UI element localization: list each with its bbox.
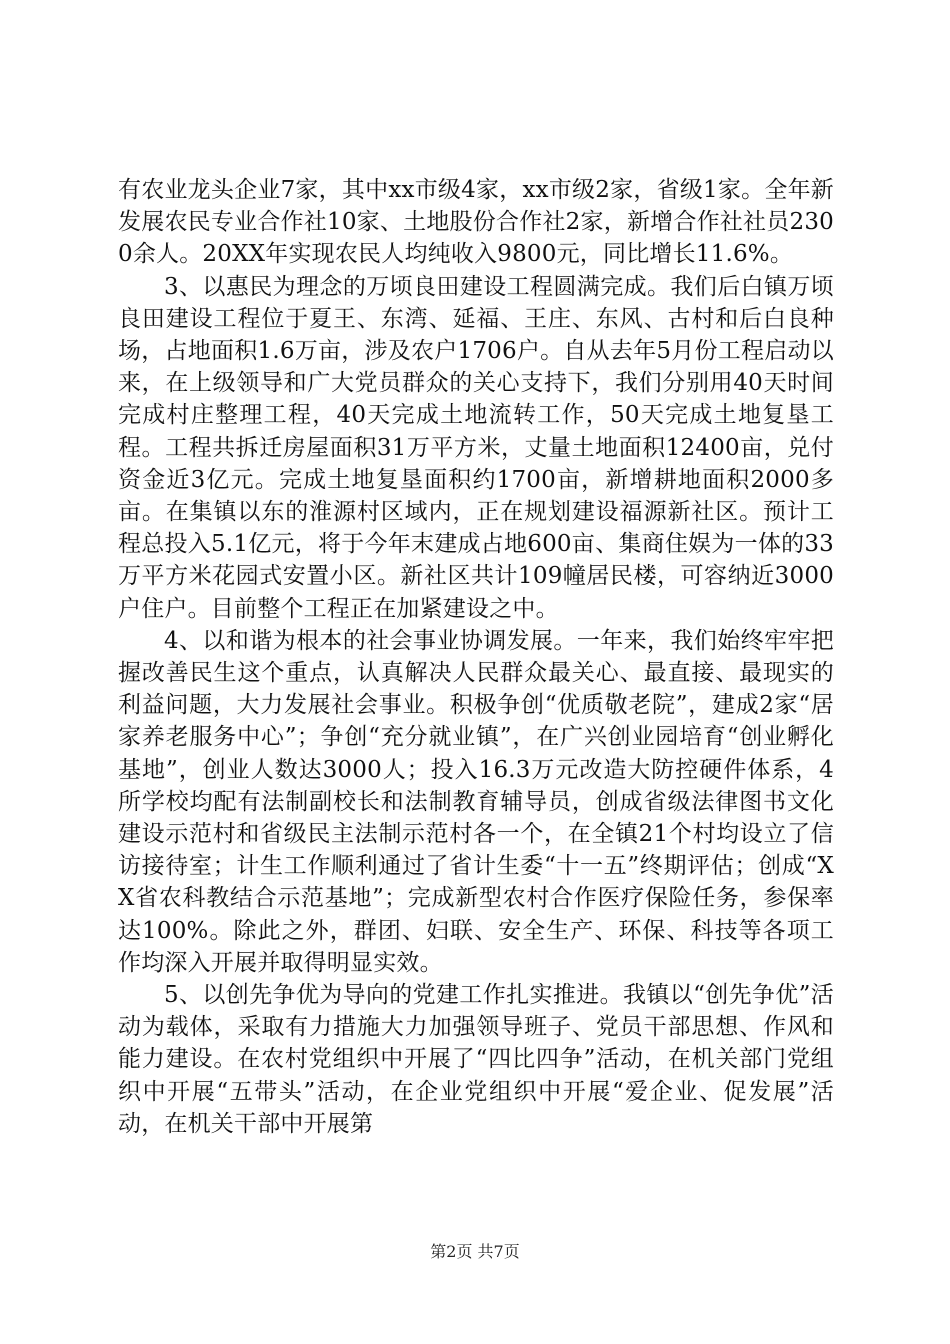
paragraph-item-4: 4、以和谐为根本的社会事业协调发展。一年来，我们始终牢牢把握改善民生这个重点，认真解决人民群众最关心、最直接、最现实的利益问题，大力发展社会事业。积极争创“优质敬老院”，建成2家“居家养老服务中心”；争创“充分就业镇”，在广兴创业园培育“创业孵化基地”，创业人数达3000人；投入16.3万元改造大防控硬件体系，4所学校均配有法制副校长和法制教育辅导员，创成省级法律图书文化建设示范村和省级民主法制示范村各一个，在全镇21个村均设立了信访接待室；计生工作顺利通过了省计生委“十一五”终期评估；创成“XX省农科教结合示范基地”；完成新型农村合作医疗保险任务，参保率达100%。除此之外，群团、妇联、安全生产、环保、科技等各项工作均深入开展并取得明显实效。 bbox=[118, 627, 834, 976]
paragraph-continuation: 有农业龙头企业7家，其中xx市级4家，xx市级2家，省级1家。全年新发展农民专业合作社10家、土地股份合作社2家，新增合作社社员2300余人。20XX年实现农民人均纯收入9800元，同比增长11.6%。 bbox=[118, 177, 834, 268]
page-number-label: 第2页 共7页 bbox=[430, 1242, 520, 1261]
page-footer bbox=[0, 1242, 950, 1262]
paragraph-item-3: 3、以惠民为理念的万顷良田建设工程圆满完成。我们后白镇万顷良田建设工程位于夏王、东湾、延福、王庄、东风、古村和后白良种场，占地面积1.6万亩，涉及农户1706户。自从去年5月份工程启动以来，在上级领导和广大党员群众的关心支持下，我们分别用40天时间完成村庄整理工程，40天完成土地流转工作，50天完成土地复垦工程。工程共拆迁房屋面积31万平方米，丈量土地面积12400亩，兑付资金近3亿元。完成土地复垦面积约1700亩，新增耕地面积2000多亩。在集镇以东的淮源村区域内，正在规划建设福源新社区。预计工程总投入5.1亿元，将于今年末建成占地600亩、集商住娱为一体的33万平方米花园式安置小区。新社区共计109幢居民楼，可容纳近3000户住户。目前整个工程正在加紧建设之中。 bbox=[118, 273, 834, 622]
paragraph-item-5: 5、以创先争优为导向的党建工作扎实推进。我镇以“创先争优”活动为载体，采取有力措施大力加强领导班子、党员干部思想、作风和能力建设。在农村党组织中开展了“四比四争”活动，在机关部门党组织中开展“五带头”活动，在企业党组织中开展“爱企业、促发展”活动，在机关干部中开展第 bbox=[118, 982, 834, 1137]
document-body bbox=[118, 174, 834, 1140]
